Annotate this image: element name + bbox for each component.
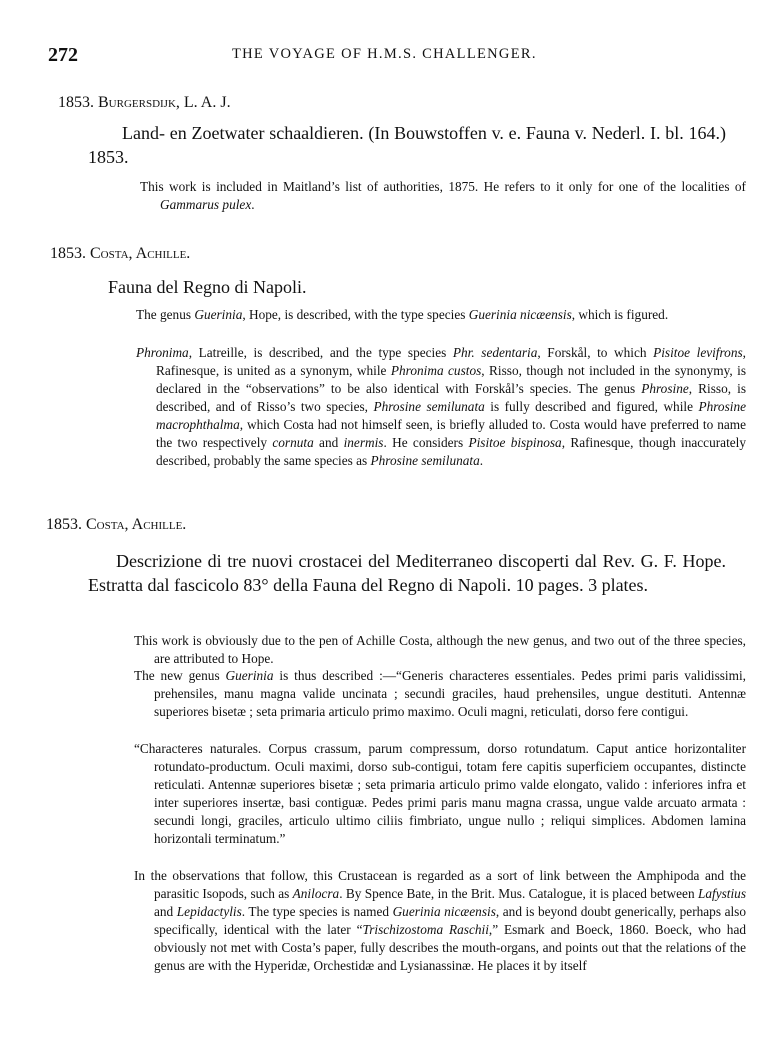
- entry-heading: [58, 94, 231, 112]
- page-number: 272: [48, 44, 78, 66]
- entry-author: Costa, Achille.: [86, 516, 187, 533]
- entry-year: 1853.: [46, 516, 82, 533]
- entry-note: Phronima, Latreille, is described, and the type species Phr. sedentaria, Forskål, to which Pisitoe levifrons, Rafinesque, is united as a synonym, while Phronima custos, Risso, though not included in the synonymy, is declared in the “observations” to be also identical with Forskål’s species. The genus Phrosine, Risso, is described, and of Risso’s two species, Phrosine semilunata is fully described and figured, while Phrosine macrophthalma, which Costa had not himself seen, is briefly alluded to. Costa would have preferred to name the two respectively cornuta and inermis. He considers Pisitoe bispinosa, Rafinesque, though inaccurately described, probably the same species as Phrosine semilunata.: [136, 345, 747, 468]
- entry-note: “Characteres naturales. Corpus crassum, parum compressum, dorso rotundatum. Caput antice horizontaliter rotundato-productum. Oculi maximi, dorso sub-contigui, totam fere capitis superficiem occupantes, distincte reticulati. Antennæ superiores bisetæ ; seta primaria articulo primo valde elongato, valido : inferiores infra et inter superiores insertæ, basi contiguæ. Pedes primi paris manu magna crassa, ungue valde arcuato armata : secundi longi, graciles, articulo ultimo ciliis fimbriato, ungue nullo ; reliqui simplices. Abdomen lamina horizontali terminatum.”: [134, 741, 746, 846]
- entry-heading: [50, 245, 190, 263]
- entry-year: 1853.: [50, 245, 86, 262]
- entry-year: 1853.: [58, 94, 94, 111]
- entry-author: Burgersdijk, L. A. J.: [98, 94, 231, 111]
- entry-note: In the observations that follow, this Crustacean is regarded as a sort of link between the Amphipoda and the parasitic Isopods, such as Anilocra. By Spence Bate, in the Brit. Mus. Catalogue, it is placed between Lafystius and Lepidactylis. The type species is named Guerinia nicæensis, and is beyond doubt generically, perhaps also specifically, identical with the later “Trischizostoma Raschii,” Esmark and Boeck, 1860. Boeck, who had obviously not met with Costa’s paper, fully describes the mouth-organs, and points out that the relations of the genus are with the Hyperidæ, Orchestidæ and Lysianassinæ. He places it by itself: [134, 868, 747, 973]
- entry-author: Costa, Achille.: [90, 245, 191, 262]
- running-head: THE VOYAGE OF H.M.S. CHALLENGER.: [232, 46, 537, 62]
- entry-heading: [46, 516, 186, 534]
- entry-note: The genus Guerinia, Hope, is described, with the type species Guerinia nicæensis, which is figured.: [136, 307, 669, 322]
- entry-note: The new genus Guerinia is thus described :—“Generis characteres essentiales. Pedes primi paris validissimi, prehensiles, manu magna valide uncinata ; secundi graciles, haud prehensiles, ungue destituti. Antennæ superiores bisetæ ; seta primaria articulo primo maximo. Oculi magni, reticulati, dorso fere contigui.: [134, 668, 746, 719]
- entry-title: Land- en Zoetwater schaaldieren. (In Bouwstoffen v. e. Fauna v. Nederl. I. bl. 164.) 1853.: [88, 123, 726, 167]
- entry-title: Fauna del Regno di Napoli.: [108, 277, 307, 297]
- entry-title: Descrizione di tre nuovi crostacei del Mediterraneo discoperti dal Rev. G. F. Hope. Estratta dal fascicolo 83° della Fauna del Regno di Napoli. 10 pages. 3 plates.: [88, 551, 726, 595]
- entry-note: This work is obviously due to the pen of Achille Costa, although the new genus, and two out of the three species, are attributed to Hope.: [134, 633, 746, 666]
- entry-note: This work is included in Maitland’s list of authorities, 1875. He refers to it only for one of the localities of Gammarus pulex.: [140, 179, 746, 212]
